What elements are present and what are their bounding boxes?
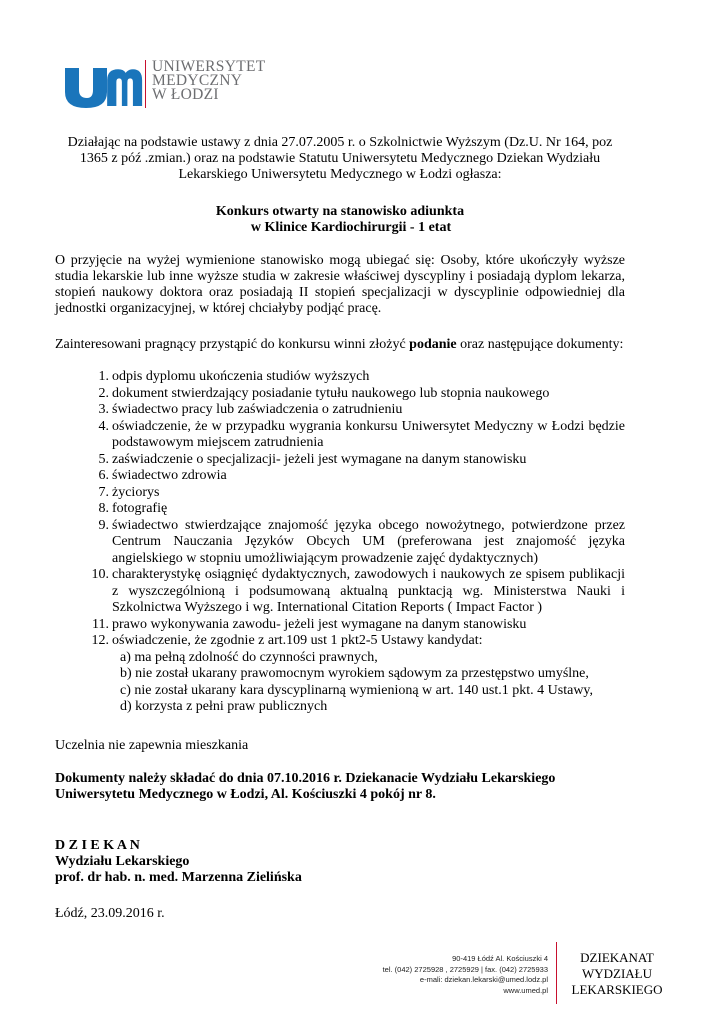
title-line-1: Konkurs otwarty na stanowisko adiunkta bbox=[215, 204, 465, 219]
document-item bbox=[55, 386, 625, 403]
document-item bbox=[55, 468, 625, 485]
signature-block bbox=[55, 838, 625, 886]
document-item bbox=[55, 419, 625, 452]
document-item-number: 4. bbox=[98, 418, 109, 434]
document-item bbox=[55, 402, 625, 419]
document-item-text: zaświadczenie o specjalizacji- jeżeli jest wymagane na danym stanowisku bbox=[112, 451, 527, 467]
document-item bbox=[55, 633, 625, 716]
footer-phone: tel. (042) 2725928 , 2725929 | fax. (042) 2725933 bbox=[382, 964, 548, 974]
deadline-line-2: Uniwersytetu Medycznego w Łodzi, Al. Kościuszki 4 pokój nr 8. bbox=[55, 787, 436, 802]
footer-dept-line-1: DZIEKANAT bbox=[580, 950, 654, 965]
declaration-subitems bbox=[112, 650, 625, 716]
document-item-number: 6. bbox=[98, 468, 109, 483]
document-item-number: 8. bbox=[98, 501, 109, 516]
document-item bbox=[55, 485, 625, 502]
footer-divider bbox=[556, 942, 557, 1004]
university-logo-text bbox=[152, 60, 266, 102]
logo-line-3: W ŁODZI bbox=[152, 86, 219, 103]
document-item bbox=[55, 518, 625, 568]
documents-intro-text: Zainteresowani pragnący przystąpić do konkursu winni złożyć bbox=[55, 337, 410, 352]
document-item-number: 2. bbox=[98, 385, 109, 401]
document-item-text: świadectwo stwierdzające znajomość języka obcego nowożytnego, potwierdzone przez Centrum Nauczania Języków Obcych UM (preferowana jest znajomość języka angielskiego w stopniu umożliwiającym prowadzenie zajęć dydaktycznych) bbox=[112, 517, 625, 566]
university-logo-mark bbox=[63, 60, 143, 110]
document-item-number: 7. bbox=[98, 484, 109, 500]
document-item-text: fotografię bbox=[112, 501, 168, 516]
declaration-subitem: c) nie został ukarany kara dyscyplinarną wymienioną w art. 140 ust.1 pkt. 4 Ustawy, bbox=[120, 682, 594, 698]
declaration-subitem: b) nie został ukarany prawomocnym wyrokiem sądowym za przestępstwo umyślne, bbox=[120, 666, 589, 681]
document-item bbox=[55, 501, 625, 518]
housing-note: Uczelnia nie zapewnia mieszkania bbox=[55, 738, 249, 753]
document-item-number: 5. bbox=[98, 451, 109, 467]
documents-list bbox=[55, 369, 625, 716]
logo-divider bbox=[145, 60, 146, 108]
place-date: Łódź, 23.09.2016 r. bbox=[55, 906, 165, 921]
document-item-number: 3. bbox=[98, 402, 109, 417]
footer-dept-line-2: WYDZIAŁU bbox=[581, 966, 653, 981]
document-item-text: świadectwo pracy lub zaświadczenia o zatrudnieniu bbox=[112, 402, 403, 417]
document-item bbox=[55, 369, 625, 386]
signature-role: D Z I E K A N bbox=[55, 838, 140, 853]
competition-title bbox=[55, 204, 625, 236]
footer-email: e-mali: dziekan.lekarski@umed.lodz.pl bbox=[419, 975, 548, 984]
document-item bbox=[55, 567, 625, 617]
intro-paragraph: Działając na podstawie ustawy z dnia 27.07.2005 r. o Szkolnictwie Wyższym (Dz.U. Nr 164, poz 1365 z póź .zmian.) oraz na podstawie Statutu Uniwersytetu Medycznego Dziekan Wydziału Lekarskiego Uniwersytetu Medycznego w Łodzi ogłasza: bbox=[67, 135, 613, 182]
footer-department bbox=[562, 950, 672, 998]
requirements-paragraph: O przyjęcie na wyżej wymienione stanowisko mogą ubiegać się: Osoby, które ukończyły wyższe studia lekarskie lub inne wyższe studia w zakresie właściwej dyscypliny i posiadają dyplom lekarza, stopień naukowy doktora oraz posiadają II stopień specjalizacji w dyscyplinie odpowiedniej dla jednostki organizacyjnej, w której chciałyby podjąć pracę. bbox=[55, 253, 625, 316]
document-item bbox=[55, 617, 625, 634]
declaration-subitem: a) ma pełną zdolność do czynności prawnych, bbox=[120, 649, 378, 665]
document-item-number: 1. bbox=[98, 369, 109, 384]
document-item-text: odpis dyplomu ukończenia studiów wyższych bbox=[112, 369, 370, 384]
footer-website: www.umed.pl bbox=[503, 985, 548, 995]
logo-line-2: MEDYCZNY bbox=[152, 72, 243, 89]
documents-intro-bold: podanie bbox=[409, 337, 457, 352]
deadline-notice bbox=[55, 771, 625, 803]
title-line-2: w Klinice Kardiochirurgii - 1 etat bbox=[250, 220, 452, 235]
document-item-text: prawo wykonywania zawodu- jeżeli jest wymagane na danym stanowisku bbox=[112, 616, 527, 632]
footer-contact bbox=[360, 954, 548, 996]
document-item-text: oświadczenie, że w przypadku wygrania konkursu Uniwersytet Medyczny w Łodzi będzie podstawowym miejscem zatrudnienia bbox=[112, 418, 625, 450]
document-item-number: 10. bbox=[91, 567, 109, 582]
deadline-line-1: Dokumenty należy składać do dnia 07.10.2016 r. Dziekanacie Wydziału Lekarskiego bbox=[55, 771, 556, 786]
document-item-text: oświadczenie, że zgodnie z art.109 ust 1 pkt2-5 Ustawy kandydat: bbox=[112, 633, 483, 648]
documents-intro bbox=[55, 337, 625, 353]
logo-line-1: UNIWERSYTET bbox=[152, 58, 266, 75]
document-item-text: dokument stwierdzający posiadanie tytułu naukowego lub stopnia naukowego bbox=[112, 385, 550, 401]
document-item-text: życiorys bbox=[112, 484, 160, 500]
document-item-number: 9. bbox=[98, 517, 109, 533]
documents-intro-text-end: oraz następujące dokumenty: bbox=[456, 337, 624, 352]
signature-faculty: Wydziału Lekarskiego bbox=[55, 854, 190, 869]
signature-name: prof. dr hab. n. med. Marzenna Zielińska bbox=[55, 870, 302, 885]
declaration-subitem: d) korzysta z pełni praw publicznych bbox=[120, 699, 328, 714]
footer-address: 90-419 Łódź Al. Kościuszki 4 bbox=[452, 954, 548, 963]
document-item-number: 11. bbox=[92, 616, 109, 632]
document-item-text: świadectwo zdrowia bbox=[112, 468, 227, 483]
document-item bbox=[55, 452, 625, 469]
document-item-text: charakterystykę osiągnięć dydaktycznych, zawodowych i naukowych ze spisem publikacji z wyszczególnioną i podsumowaną aktualną punktacją wg. Ministerstwa Nauki i Szkolnictwa Wyższego i wg. International Citation Reports ( Impact Factor ) bbox=[112, 567, 625, 615]
document-item-number: 12. bbox=[91, 633, 109, 648]
footer-dept-line-3: LEKARSKIEGO bbox=[571, 982, 663, 997]
